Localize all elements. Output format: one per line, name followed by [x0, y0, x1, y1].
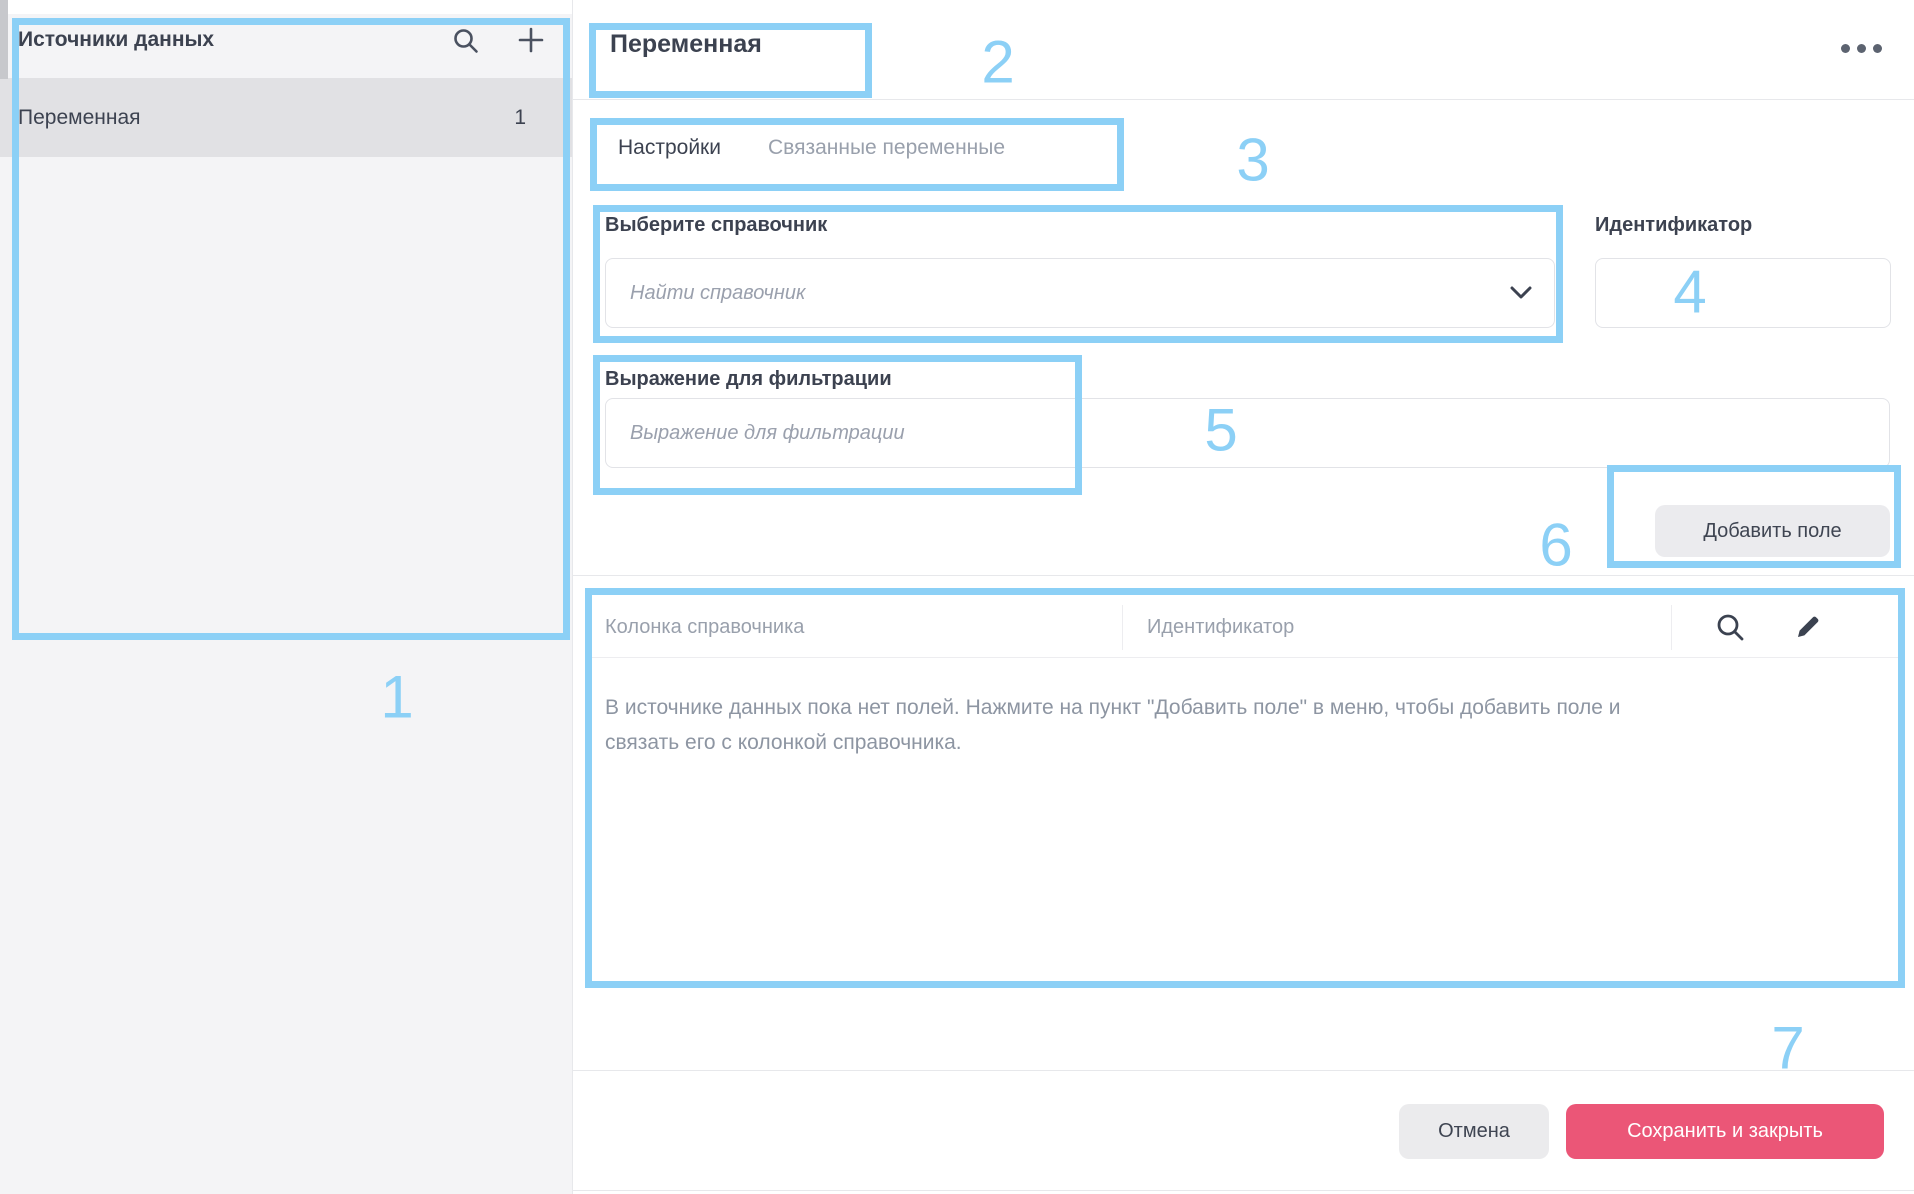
plus-icon[interactable]	[517, 26, 545, 54]
chevron-down-icon[interactable]	[1504, 286, 1554, 300]
search-icon[interactable]	[452, 27, 479, 54]
bottom-border	[573, 1190, 1914, 1191]
catalog-search-input[interactable]	[606, 259, 1504, 327]
sidebar-item-count: 1	[514, 105, 526, 129]
identifier-label: Идентификатор	[1595, 214, 1753, 236]
column-header-catalog-column: Колонка справочника	[605, 615, 805, 638]
save-and-close-button[interactable]: Сохранить и закрыть	[1566, 1104, 1884, 1159]
active-tab-underline	[604, 185, 735, 190]
annotation-number-5: 5	[1204, 396, 1238, 464]
catalog-select-label: Выберите справочник	[605, 214, 828, 236]
pencil-icon[interactable]	[1793, 612, 1823, 642]
ellipsis-icon[interactable]	[1835, 38, 1888, 59]
table-search-icon[interactable]	[1715, 612, 1745, 642]
annotation-number-6: 6	[1539, 511, 1573, 579]
divider	[573, 575, 1914, 576]
column-separator	[1671, 605, 1672, 650]
identifier-input[interactable]	[1596, 259, 1890, 327]
data-sources-sidebar	[0, 0, 573, 1194]
table-empty-state	[605, 690, 1900, 760]
tabs	[602, 100, 1021, 195]
footer-divider	[573, 1070, 1914, 1071]
sidebar-item-variable[interactable]	[0, 78, 572, 157]
sidebar-header	[0, 10, 572, 70]
filter-expression-field[interactable]	[605, 398, 1890, 468]
annotation-number-1: 1	[380, 663, 414, 731]
catalog-select-field[interactable]	[605, 258, 1555, 328]
filter-expression-input[interactable]	[606, 399, 1889, 467]
annotation-number-2: 2	[981, 28, 1015, 96]
filter-expression-label: Выражение для фильтрации	[605, 368, 892, 390]
empty-state-line: В источнике данных пока нет полей. Нажмите на пункт "Добавить поле" в меню, чтобы добавить поле и	[605, 696, 1621, 719]
annotation-number-3: 3	[1236, 126, 1270, 194]
column-header-identifier: Идентификатор	[1147, 615, 1295, 638]
cancel-button[interactable]: Отмена	[1399, 1104, 1549, 1159]
sidebar-item-label: Переменная	[18, 105, 141, 129]
fields-table-header	[585, 597, 1905, 658]
annotation-number-4: 4	[1673, 258, 1707, 326]
tab-settings-label: Настройки	[618, 135, 721, 159]
page-title: Переменная	[610, 30, 762, 58]
column-separator	[1122, 605, 1123, 650]
add-field-button[interactable]: Добавить поле	[1655, 505, 1890, 557]
tab-settings[interactable]	[602, 100, 737, 195]
tab-related-variables-label: Связанные переменные	[767, 135, 1006, 159]
identifier-field[interactable]	[1595, 258, 1891, 328]
footer-buttons	[1399, 1104, 1884, 1159]
table-tools	[1715, 597, 1823, 657]
sidebar-actions	[452, 26, 545, 54]
panel-header	[573, 0, 1914, 100]
tab-related-variables[interactable]	[752, 100, 1021, 195]
annotation-number-7: 7	[1771, 1014, 1805, 1082]
variable-settings-panel	[573, 0, 1914, 1194]
selected-item-indicator	[0, 0, 8, 79]
empty-state-line: связать его с колонкой справочника.	[605, 731, 962, 754]
sidebar-title: Источники данных	[18, 28, 215, 51]
